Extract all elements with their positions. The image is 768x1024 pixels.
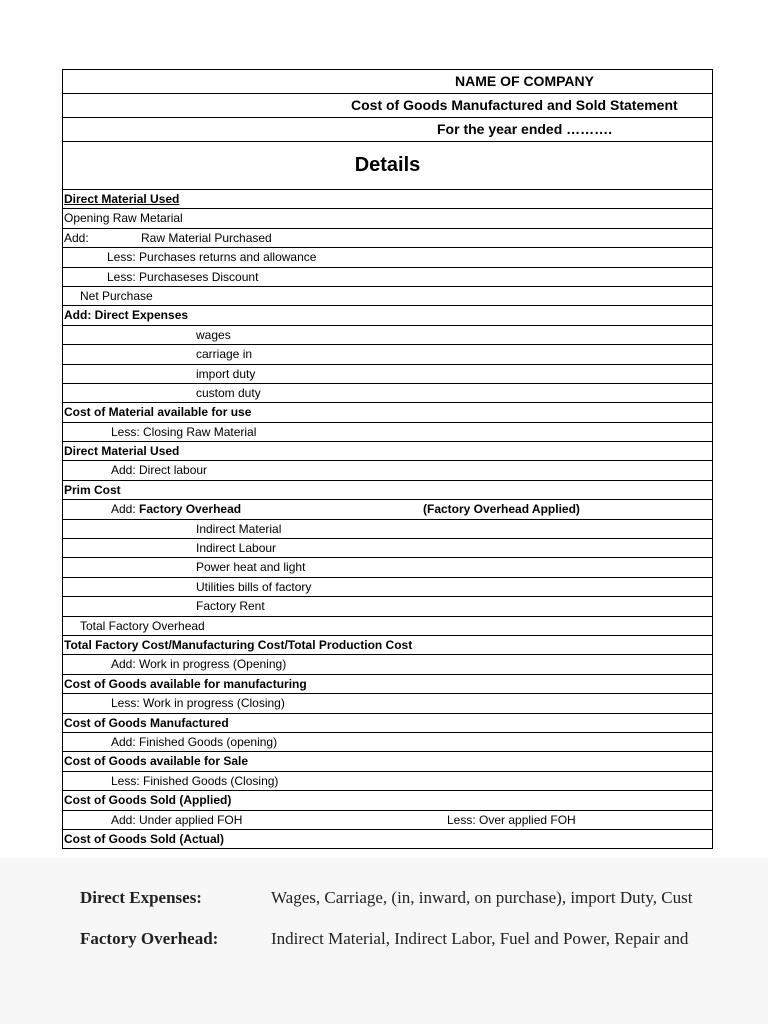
table-row bbox=[63, 520, 712, 539]
row-label: Cost of Goods available for manufacturing bbox=[64, 676, 307, 691]
table-row bbox=[63, 500, 712, 519]
row-label: Indirect Labour bbox=[196, 541, 277, 556]
period-label: For the year ended ………. bbox=[437, 121, 613, 137]
table-row bbox=[63, 733, 712, 752]
table-row bbox=[63, 365, 712, 384]
row-label: import duty bbox=[196, 366, 256, 381]
table-row bbox=[63, 481, 712, 500]
row-label: Less: Closing Raw Material bbox=[111, 424, 257, 439]
table-row bbox=[63, 442, 712, 461]
table-row bbox=[63, 636, 712, 655]
row-side-note: (Factory Overhead Applied) bbox=[423, 502, 580, 517]
table-row bbox=[63, 694, 712, 713]
table-row bbox=[63, 811, 712, 830]
table-row bbox=[63, 558, 712, 577]
row-label: Add: Under applied FOH bbox=[111, 812, 243, 827]
table-row bbox=[63, 423, 712, 442]
row-label: Cost of Material available for use bbox=[64, 405, 252, 420]
statement-title: Cost of Goods Manufactured and Sold Statement bbox=[351, 97, 678, 113]
header-statement-row bbox=[63, 94, 712, 118]
table-row bbox=[63, 287, 712, 306]
row-label: Cost of Goods Manufactured bbox=[64, 715, 229, 730]
header-period-row bbox=[63, 118, 712, 142]
note-label: Direct Expenses: bbox=[80, 888, 202, 907]
row-label: Less: Purchases returns and allowance bbox=[107, 250, 317, 265]
row-label: Cost of Goods Sold (Applied) bbox=[64, 793, 232, 808]
table-row bbox=[63, 655, 712, 674]
row-label: Add: bbox=[64, 230, 89, 245]
header-company-row bbox=[63, 70, 712, 94]
table-row bbox=[63, 714, 712, 733]
table-row bbox=[63, 830, 712, 849]
row-side-note: Less: Over applied FOH bbox=[447, 812, 576, 827]
table-row bbox=[63, 791, 712, 810]
table-row bbox=[63, 578, 712, 597]
note-label: Factory Overhead: bbox=[80, 929, 219, 948]
row-label: Add: Direct Expenses bbox=[64, 308, 189, 323]
row-label: Opening Raw Metarial bbox=[64, 211, 183, 226]
row-label: Less: Work in progress (Closing) bbox=[111, 696, 285, 711]
table-row bbox=[63, 617, 712, 636]
table-row bbox=[63, 675, 712, 694]
row-label: Raw Material Purchased bbox=[141, 230, 272, 245]
notes-section bbox=[0, 858, 768, 1024]
company-name: NAME OF COMPANY bbox=[455, 73, 594, 89]
row-label: Add: Work in progress (Opening) bbox=[111, 657, 287, 672]
table-row bbox=[63, 597, 712, 616]
table-row bbox=[63, 248, 712, 267]
table-row bbox=[63, 539, 712, 558]
row-label: carriage in bbox=[196, 347, 253, 362]
details-heading: Details bbox=[63, 142, 712, 190]
table-row bbox=[63, 306, 712, 325]
row-label: Add: Finished Goods (opening) bbox=[111, 734, 278, 749]
row-label: Less: Finished Goods (Closing) bbox=[111, 773, 279, 788]
table-row bbox=[63, 190, 712, 209]
table-row bbox=[63, 326, 712, 345]
statement-sheet bbox=[62, 69, 713, 849]
table-row bbox=[63, 403, 712, 422]
table-row bbox=[63, 772, 712, 791]
table-row bbox=[63, 229, 712, 248]
note-text: Wages, Carriage, (in, inward, on purchase), import Duty, Cust bbox=[271, 888, 693, 907]
row-label: Cost of Goods available for Sale bbox=[64, 754, 249, 769]
table-row bbox=[63, 268, 712, 287]
table-row bbox=[63, 209, 712, 228]
row-label: Direct Material Used bbox=[64, 192, 180, 206]
table-row bbox=[63, 461, 712, 480]
row-label: Utilities bills of factory bbox=[196, 579, 312, 594]
row-label bbox=[111, 500, 241, 518]
table-row bbox=[63, 752, 712, 771]
row-label: Total Factory Cost/Manufacturing Cost/Total Production Cost bbox=[64, 637, 413, 652]
table-row bbox=[63, 384, 712, 403]
row-label: Direct Material Used bbox=[64, 444, 180, 459]
row-label: Total Factory Overhead bbox=[80, 618, 205, 633]
row-label: Prim Cost bbox=[64, 482, 121, 497]
row-label: Less: Purchaseses Discount bbox=[107, 269, 259, 284]
row-label: custom duty bbox=[196, 385, 261, 400]
row-label: Add: Direct labour bbox=[111, 463, 208, 478]
row-label: Cost of Goods Sold (Actual) bbox=[64, 831, 224, 846]
row-label: Power heat and light bbox=[196, 560, 306, 575]
row-label: Factory Rent bbox=[196, 599, 265, 614]
row-prefix: Add: bbox=[111, 502, 140, 517]
row-label: wages bbox=[196, 327, 231, 342]
row-label: Indirect Material bbox=[196, 521, 282, 536]
row-label: Net Purchase bbox=[80, 288, 153, 303]
row-label-bold: Factory Overhead bbox=[139, 502, 242, 517]
table-row bbox=[63, 345, 712, 364]
note-text: Indirect Material, Indirect Labor, Fuel and Power, Repair and bbox=[271, 929, 689, 948]
